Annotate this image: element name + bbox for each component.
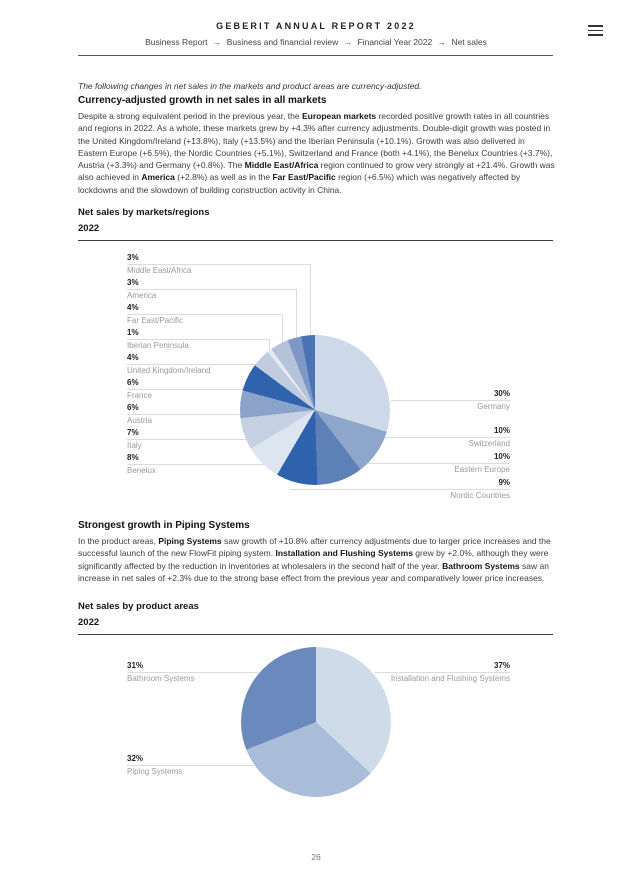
page-title: GEBERIT ANNUAL REPORT 2022 — [216, 21, 416, 31]
slice-percent: 4% — [127, 303, 139, 312]
slice-name: America — [127, 291, 157, 300]
slice-percent: 3% — [127, 253, 139, 262]
section-paragraph: Despite a strong equivalent period in the previous year, the European markets recorded positive growth rates in all countries and regions in 2022. As a whole, these markets grew by +4.3% after currency adjustments. Double-digit growth was posted in the United Kingdom/Ireland (+13.8%), Italy (+13.5%) and the Iberian Peninsula (+10.1%). Growth was also delivered in Eastern Europe (+6.5%), the Nordic Countries (+5.1%), Switzerland and France (both +4.1%), the Benelux Countries (+3.7%), Austria (+3.3%) and Germany (+0.8%). The Middle East/Africa region continued to grow very strongly at +21.4%. Growth was also achieved in America (+2.8%) as well as in the Far East/Pacific region (+6.5%) which was negatively affected by lockdowns and the slowdown of building construction activity in China. — [78, 111, 555, 195]
pie1-label-benelux — [127, 453, 307, 476]
section-paragraph: In the product areas, Piping Systems saw growth of +10.8% after currency adjustments due to larger price increases and the successful launch of the new FlowFit piping system. Installation and Flushing Systems grew by +2.0%, although they were significantly affected by the reduction in inventories at wholesalers in the second half of the year. Bathroom Systems saw an increase in net sales of +2.3% due to the strong base effect from the previous year and comparatively lower price increases. — [78, 536, 551, 583]
pie2-label-bathroom-systems — [127, 661, 307, 684]
slice-percent: 10% — [493, 426, 510, 435]
slice-name: Italy — [127, 441, 142, 450]
breadcrumb-separator: → — [343, 37, 353, 47]
section-heading: Currency-adjusted growth in net sales in all markets — [78, 95, 327, 106]
breadcrumb-separator: → — [437, 37, 447, 47]
slice-percent: 10% — [493, 452, 510, 461]
slice-percent: 7% — [127, 428, 139, 437]
slice-percent: 30% — [493, 389, 510, 398]
slice-name: Nordic Countries — [450, 491, 510, 500]
chart2-title: Net sales by product areas — [78, 601, 199, 612]
pie1-label-austria — [127, 403, 307, 426]
breadcrumb-separator: → — [212, 37, 222, 47]
slice-name: Eastern Europe — [454, 465, 510, 474]
pie1-label-france — [127, 378, 307, 401]
leader-line — [310, 264, 311, 336]
pie1-label-nordic-countries — [330, 478, 510, 501]
pie1-label-middle-east-africa — [127, 253, 307, 276]
slice-percent: 6% — [127, 378, 139, 387]
header-divider — [78, 55, 553, 56]
slice-percent: 4% — [127, 353, 139, 362]
pie2-label-installation-flushing-systems — [330, 661, 510, 684]
slice-name: Piping Systems — [127, 767, 183, 776]
slice-name: Austria — [127, 416, 152, 425]
pie1-label-switzerland — [330, 426, 510, 449]
slice-percent: 6% — [127, 403, 139, 412]
chart1-subtitle: 2022 — [78, 223, 100, 234]
pie1-label-eastern-europe — [330, 452, 510, 475]
pie1-label-far-east-pacific — [127, 303, 307, 326]
slice-name: Installation and Flushing Systems — [390, 674, 510, 683]
breadcrumb-item[interactable]: Financial Year 2022 — [357, 37, 433, 47]
slice-percent: 31% — [127, 661, 144, 670]
slice-name: France — [127, 391, 152, 400]
slice-name: Middle East/Africa — [127, 266, 192, 275]
slice-percent: 32% — [127, 754, 144, 763]
slice-name: Benelux — [127, 466, 156, 475]
slice-percent: 1% — [127, 328, 139, 337]
breadcrumb-item[interactable]: Net sales — [451, 37, 487, 47]
slice-percent: 3% — [127, 278, 139, 287]
chart1-title: Net sales by markets/regions — [78, 207, 210, 218]
chart2-divider — [78, 634, 553, 635]
intro-note: The following changes in net sales in the markets and product areas are currency-adjusted. — [78, 81, 422, 91]
slice-name: Germany — [477, 402, 510, 411]
breadcrumb-item[interactable]: Business Report — [145, 37, 208, 47]
slice-percent: 9% — [498, 478, 510, 487]
pie1-label-united-kingdom-ireland — [127, 353, 307, 376]
chart1-divider — [78, 240, 553, 241]
pie2-label-piping-systems — [127, 754, 307, 777]
section-heading: Strongest growth in Piping Systems — [78, 520, 250, 531]
breadcrumb-item[interactable]: Business and financial review — [226, 37, 339, 47]
slice-percent: 8% — [127, 453, 139, 462]
pie1-label-italy — [127, 428, 307, 451]
slice-percent: 37% — [493, 661, 510, 670]
slice-name: Switzerland — [468, 439, 510, 448]
hamburger-menu-icon[interactable] — [588, 25, 604, 37]
pie1-label-america — [127, 278, 307, 301]
chart2-subtitle: 2022 — [78, 617, 100, 628]
slice-name: Bathroom Systems — [127, 674, 195, 683]
slice-name: Far East/Pacific — [127, 316, 184, 325]
page-number: 26 — [311, 852, 321, 862]
breadcrumb — [0, 37, 632, 47]
pie1-label-iberian-peninsula — [127, 328, 307, 351]
slice-name: Iberian Peninsula — [127, 341, 189, 350]
slice-name: United Kingdom/Ireland — [127, 366, 211, 375]
pie1-label-germany — [330, 389, 510, 412]
